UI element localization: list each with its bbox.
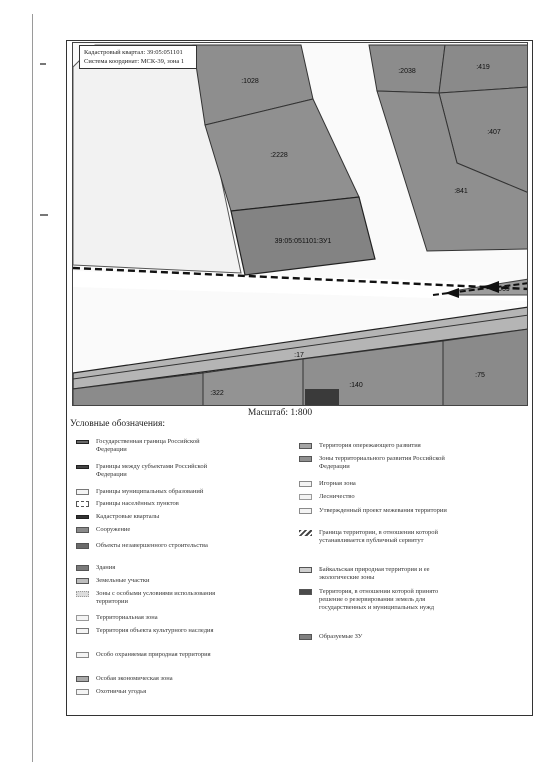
legend-right-item [299, 507, 461, 515]
legend-right-item [299, 529, 461, 545]
legend-swatch [299, 634, 312, 640]
legend-label: Территория, в отношении которой принято решение о резервировании земель для государственных и муниципальных нужд [319, 588, 439, 611]
legend-swatch [299, 508, 312, 514]
legend-swatch [76, 465, 89, 469]
legend-swatch [299, 567, 312, 573]
legend-swatch [76, 565, 89, 571]
legend-label: Территория опережающего развития [319, 442, 421, 449]
legend-swatch [76, 489, 89, 495]
legend-left-item [76, 688, 226, 696]
legend-left-item [76, 627, 226, 635]
legend-left-item [76, 614, 226, 622]
legend-swatch [299, 443, 312, 449]
label-17: :17 [294, 352, 304, 359]
legend-label: Утвержденный проект межевания территории [319, 507, 447, 514]
legend-swatch [299, 589, 312, 595]
legend-swatch [76, 652, 89, 658]
legend-left-item [76, 500, 226, 508]
label-1028: :1028 [241, 78, 259, 85]
legend-swatch [76, 527, 89, 533]
legend-swatch [299, 494, 312, 500]
legend-label: Объекты незавершенного строительства [96, 542, 208, 549]
margin-mark [40, 214, 48, 216]
legend-title: Условные обозначения: [70, 419, 166, 429]
coord-system-text: Система координат: МСК-39, зона 1 [84, 58, 185, 65]
legend-swatch [299, 530, 312, 536]
label-2228: :2228 [270, 152, 288, 159]
legend-label: Здания [96, 564, 116, 571]
legend-swatch [299, 481, 312, 487]
legend-swatch [76, 543, 89, 549]
legend-left-item [76, 463, 226, 479]
legend-label: Государственная граница Российской Федерации [96, 438, 200, 453]
legend-label: Граница территории, в отношении которой устанавливается публичный сервитут [319, 529, 438, 544]
label-419: :419 [476, 64, 490, 71]
cadastral-map [72, 42, 528, 406]
legend-swatch [76, 440, 89, 444]
legend-left-item [76, 438, 226, 454]
legend-swatch [76, 615, 89, 621]
legend-label: Зоны с особыми условиями использования территории [96, 590, 216, 605]
legend-swatch [76, 676, 89, 682]
legend-right-item [299, 493, 461, 501]
legend-swatch [76, 578, 89, 584]
legend-swatch [76, 689, 89, 695]
legend-right-item [299, 480, 461, 488]
label-zu1: 39:05:051101:ЗУ1 [274, 238, 332, 245]
legend-left-item [76, 488, 226, 496]
legend-label: Игорная зона [319, 480, 356, 487]
label-322: :322 [210, 390, 224, 397]
legend-right-item [299, 442, 461, 450]
legend-right-item [299, 588, 461, 612]
legend-swatch [76, 515, 89, 519]
parcel-zu1 [231, 197, 375, 275]
legend-left-item [76, 590, 226, 606]
legend-label: Границы между субъектами Российской Федерации [96, 463, 208, 478]
legend-left-item [76, 577, 226, 585]
page-margin-line [32, 14, 33, 762]
legend-label: Зоны территориального развития Российской Федерации [319, 455, 445, 470]
map-info-box [79, 45, 197, 69]
legend-left-item [76, 513, 226, 521]
legend-swatch [76, 501, 89, 507]
legend-right-item [299, 455, 461, 471]
legend-left-item [76, 564, 226, 572]
legend-label: Образуемые ЗУ [319, 633, 363, 640]
legend-right-item [299, 633, 461, 641]
legend-swatch [299, 456, 312, 462]
legend-label: Особо охраняемая природная территория [96, 651, 211, 658]
legend-right-item [299, 566, 461, 582]
legend-left-item [76, 542, 226, 550]
legend-label: Границы населённых пунктов [96, 500, 179, 507]
map-drawing [73, 43, 528, 406]
legend-left-item [76, 651, 226, 659]
legend-label: Охотничьи угодья [96, 688, 147, 695]
label-2038: :2038 [398, 68, 416, 75]
label-841: :841 [454, 188, 468, 195]
parcel-75 [443, 329, 528, 406]
legend-label: Кадастровые кварталы [96, 513, 160, 520]
legend-label: Лесничество [319, 493, 355, 500]
legend-label: Земельные участки [96, 577, 150, 584]
margin-mark [40, 63, 46, 65]
label-407: :407 [487, 129, 501, 136]
legend-left-item [76, 675, 226, 683]
legend-left-item [76, 526, 226, 534]
cadastral-quarter-text: Кадастровый квартал: 39:05:051101 [84, 49, 183, 56]
legend-label: Сооружение [96, 526, 131, 533]
legend-swatch [76, 591, 89, 597]
legend-label: Байкальская природная территория и ее экологические зоны [319, 566, 430, 581]
building-block [305, 389, 339, 406]
legend-label: Территориальная зона [96, 614, 158, 621]
legend-label: Территория объекта культурного наследия [96, 627, 214, 634]
map-scale: Масштаб: 1:800 [247, 408, 313, 418]
label-140: :140 [349, 382, 363, 389]
label-3069: :3069 [492, 286, 510, 293]
label-75: :75 [475, 372, 485, 379]
legend-label: Границы муниципальных образований [96, 488, 204, 495]
legend-label: Особая экономическая зона [96, 675, 173, 682]
legend-swatch [76, 628, 89, 634]
